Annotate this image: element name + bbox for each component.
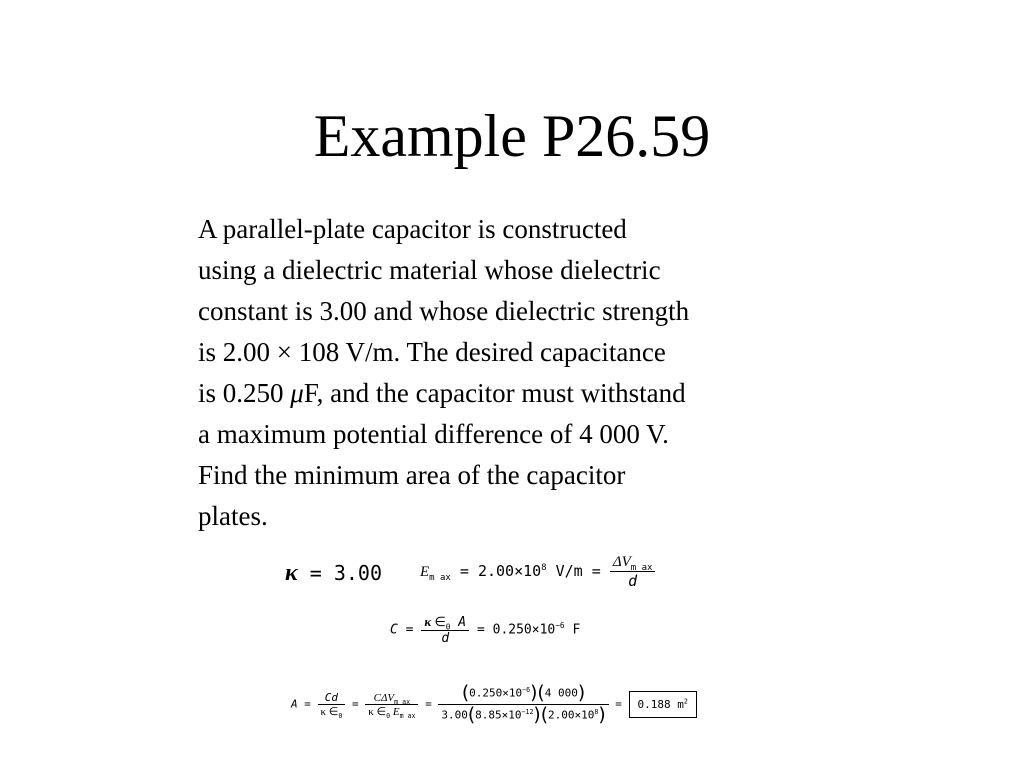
fraction-denominator: d [628, 572, 638, 590]
problem-line: Find the minimum area of the capacitor [198, 460, 626, 490]
emax-exponent: 8 [541, 562, 547, 573]
term: 0.250×10 [469, 686, 523, 700]
emax-sub: m ax [429, 572, 451, 583]
area-result-exponent: 2 [683, 697, 688, 706]
capacitance-value: = 0.250×10 [469, 622, 556, 638]
kappa-eps-symbol: κ ∈ [368, 706, 387, 718]
subscript: m ax [630, 563, 653, 573]
subscript: m ax [394, 698, 411, 707]
epsilon-symbol: ∈ [431, 614, 446, 629]
term: 3.00 [441, 708, 468, 722]
area-result: 0.188 m [637, 698, 684, 711]
kappa-equation [285, 560, 382, 587]
kappa-symbol: κ [424, 614, 432, 629]
equals-sign: = [418, 697, 439, 711]
area-fraction-3 [438, 683, 608, 726]
problem-line [198, 373, 838, 414]
emax-symbol: E [420, 563, 430, 580]
equals-sign: = [345, 697, 366, 711]
fraction-denominator [365, 705, 418, 721]
capacitance-exponent: −6 [555, 621, 565, 631]
emax-lhs [420, 562, 601, 581]
term: 4 000 [544, 686, 578, 700]
emax-equation [420, 552, 655, 590]
area-fraction-2 [365, 691, 418, 721]
area-fraction-1 [318, 691, 346, 721]
problem-statement [198, 209, 838, 537]
equals-sign: = [608, 697, 629, 711]
fraction-numerator [365, 691, 418, 705]
area-equation [291, 683, 697, 726]
emax-symbol: E [390, 706, 400, 718]
area-lhs: A = [291, 697, 318, 711]
fraction-denominator: d [441, 631, 450, 646]
emax-unit: V/m = [546, 561, 601, 580]
parenthesized-term [468, 705, 541, 726]
kappa-value: 3.00 [333, 561, 383, 585]
emax-fraction [610, 552, 656, 590]
subscript: 0 [445, 622, 451, 632]
parenthesized-term [537, 683, 585, 704]
problem-line: using a dielectric material whose dielectric [198, 255, 661, 285]
capacitance-lhs: C = [390, 622, 422, 638]
fraction-numerator: Cd [318, 691, 346, 705]
exponent: −6 [522, 685, 531, 694]
mu-symbol: μ [290, 378, 304, 408]
slide-title: Example P26.59 [313, 103, 711, 169]
problem-line: A parallel-plate capacitor is constructed [198, 214, 627, 244]
exponent: 8 [594, 707, 599, 716]
capacitance-fraction [421, 614, 469, 646]
fraction-denominator [438, 705, 608, 726]
parenthesized-term [462, 683, 538, 704]
problem-line: is 2.00 × 108 V/m. The desired capacitance [198, 337, 666, 367]
problem-line-part: is 0.250 [198, 378, 291, 408]
area-symbol: A [450, 615, 467, 630]
fraction-numerator [610, 552, 656, 572]
problem-line: constant is 3.00 and whose dielectric strength [198, 296, 690, 326]
subscript: 0 [338, 712, 343, 721]
equals-sign: = [297, 561, 334, 585]
delta-v-symbol: ΔV [612, 554, 631, 570]
fraction-denominator [318, 705, 346, 721]
term: 8.85×10 [475, 708, 522, 722]
problem-line: a maximum potential difference of 4 000 V. [198, 419, 669, 449]
parenthesized-term [541, 705, 606, 726]
capacitance-equation [390, 614, 580, 646]
subscript: m ax [399, 712, 416, 721]
subscript: 0 [386, 712, 391, 721]
exponent: −12 [521, 707, 534, 716]
problem-line: plates. [198, 501, 268, 531]
term: 2.00×10 [548, 708, 595, 722]
fraction-numerator [421, 614, 469, 631]
problem-line-part: F, and the capacitor must withstand [303, 378, 686, 408]
area-result-box [629, 691, 697, 718]
kappa-symbol: κ [285, 560, 298, 586]
fraction-numerator [438, 683, 608, 705]
kappa-eps-symbol: κ ∈ [320, 706, 339, 718]
capacitance-unit: F [564, 622, 581, 638]
emax-value: = 2.00×10 [450, 561, 542, 580]
c-delta-v-symbol: CΔV [373, 692, 395, 704]
